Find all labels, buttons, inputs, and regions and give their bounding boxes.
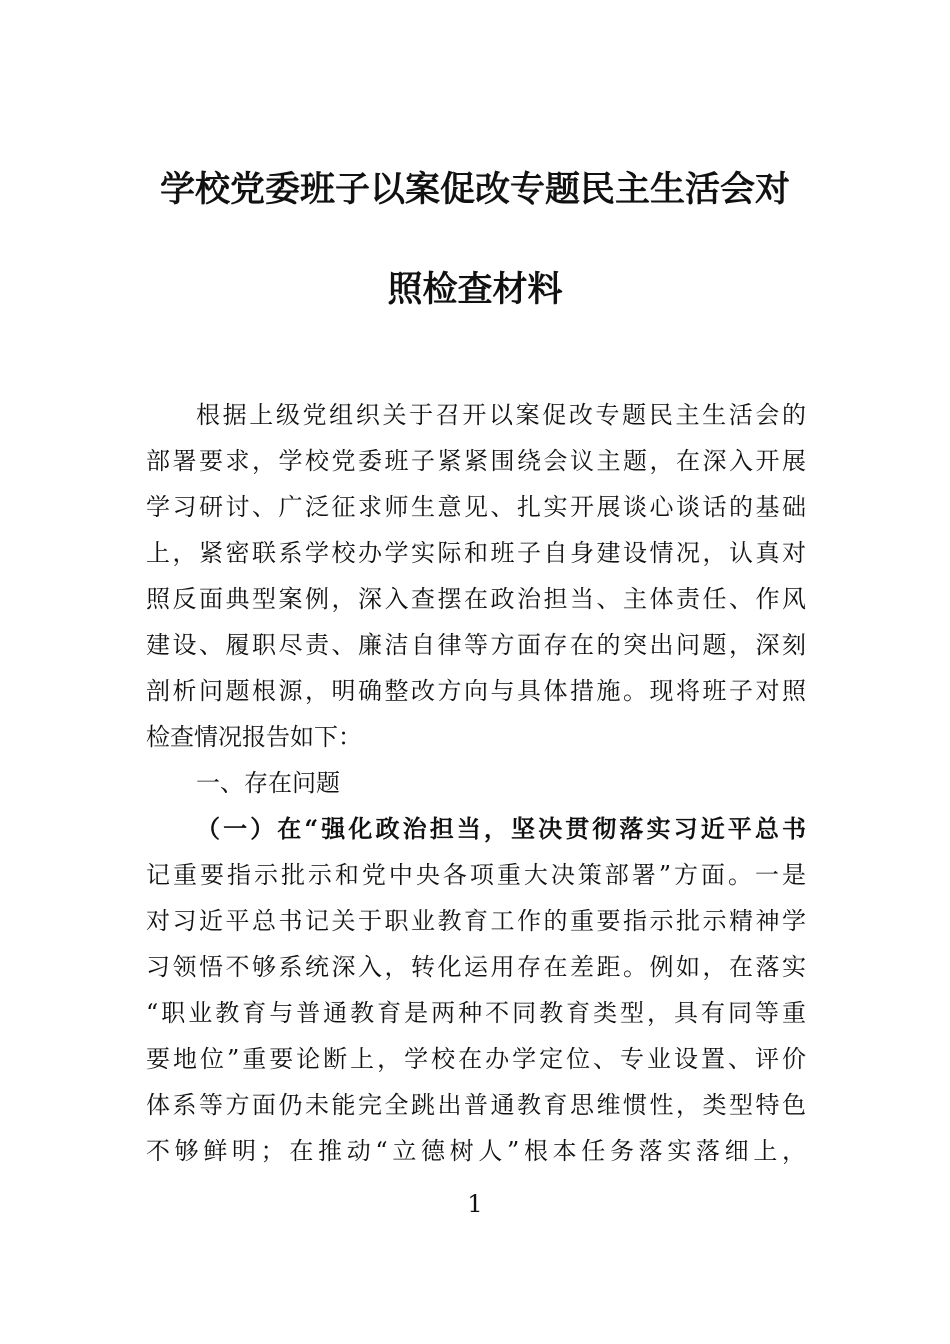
paragraph-line: 要地位”重要论断上，学校在办学定位、专业设置、评价: [146, 1045, 806, 1073]
page-number: 1: [467, 1190, 483, 1218]
paragraph-line: 体系等方面仍未能完全跳出普通教育思维惯性，类型特色: [146, 1091, 806, 1119]
paragraph-line: 对习近平总书记关于职业教育工作的重要指示批示精神学: [146, 907, 806, 935]
subsection-heading-line: （一）在“强化政治担当，坚决贯彻落实习近平总书: [196, 814, 806, 843]
paragraph-line: 学习研讨、广泛征求师生意见、扎实开展谈心谈话的基础: [146, 493, 806, 521]
paragraph-line: 上，紧密联系学校办学实际和班子自身建设情况，认真对: [146, 539, 806, 567]
section-heading: 一、存在问题: [196, 769, 340, 797]
paragraph-line: 部署要求，学校党委班子紧紧围绕会议主题，在深入开展: [146, 447, 806, 475]
paragraph-line: 剖析问题根源，明确整改方向与具体措施。现将班子对照: [146, 677, 806, 705]
paragraph-line: 不够鲜明；在推动“立德树人”根本任务落实落细上，: [146, 1137, 806, 1165]
paragraph-line: “职业教育与普通教育是两种不同教育类型，具有同等重: [146, 999, 806, 1027]
paragraph-line: 根据上级党组织关于召开以案促改专题民主生活会的: [196, 401, 806, 429]
document-title-line-1: 学校党委班子以案促改专题民主生活会对: [159, 170, 790, 210]
paragraph-line: 检查情况报告如下：: [146, 723, 362, 751]
document-title-line-2: 照检查材料: [387, 270, 563, 310]
paragraph-line: 习领悟不够系统深入，转化运用存在差距。例如，在落实: [146, 953, 806, 981]
paragraph-line: 建设、履职尽责、廉洁自律等方面存在的突出问题，深刻: [146, 631, 806, 659]
paragraph-line: 照反面典型案例，深入查摆在政治担当、主体责任、作风: [146, 585, 806, 613]
paragraph-line: 记重要指示批示和党中央各项重大决策部署”方面。一是: [146, 861, 806, 889]
